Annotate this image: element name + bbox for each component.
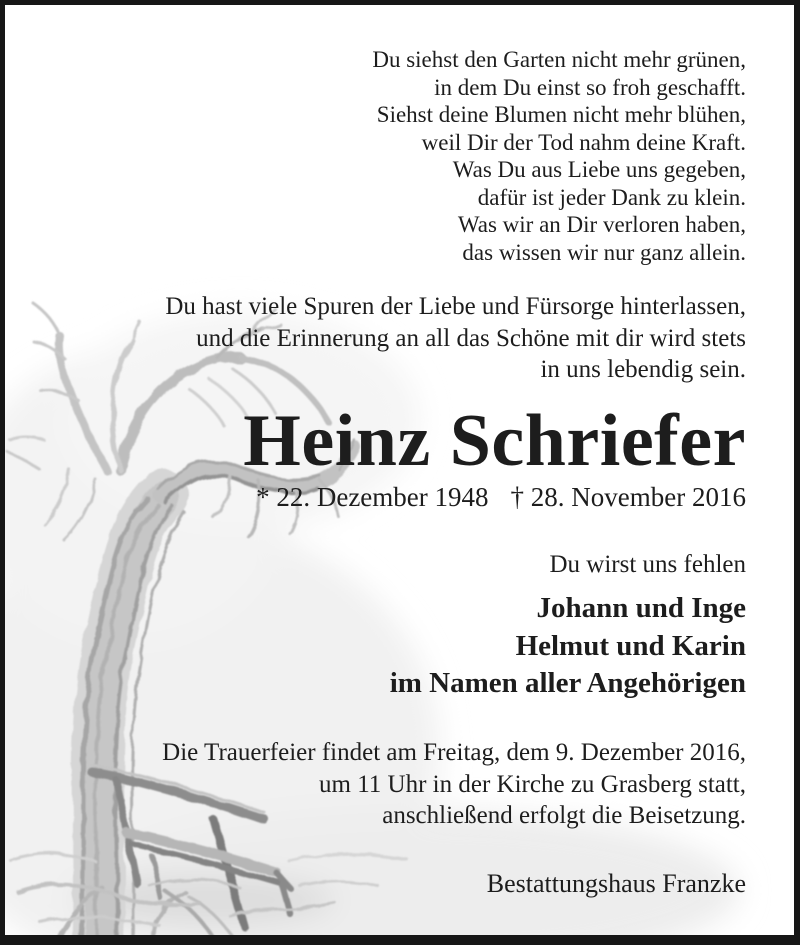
tribute-line: in uns lebendig sein. [540,356,746,383]
tribute-line: und die Erinnerung an all das Schöne mit dir wird stets [196,324,746,352]
poem-line: Siehst deine Blumen nicht mehr blühen, [376,102,746,127]
poem-line: Was wir an Dir verloren haben, [457,212,746,237]
deceased-name: Heinz Schriefer [243,400,746,482]
poem-line: dafür ist jeder Dank zu klein. [477,184,746,210]
poem-line: in dem Du einst so froh geschafft. [434,74,746,100]
poem-line: weil Dir der Tod nahm deine Kraft. [421,129,746,155]
opening-poem [372,46,746,266]
tribute-text [165,291,746,386]
funeral-home: Bestattungshaus Franzke [486,869,746,898]
mourner-line: Helmut und Karin [515,629,746,662]
poem-line: das wissen wir nur ganz allein. [462,239,746,265]
funeral-line: Die Trauerfeier findet am Freitag, dem 9. Dezember 2016, [162,739,746,766]
life-dates [256,482,746,512]
birth-date: * 22. Dezember 1948 [256,482,489,512]
funeral-line: anschließend erfolgt die Beisetzung. [382,802,746,829]
tribute-line: Du hast viele Spuren der Liebe und Fürsorge hinterlassen, [165,293,746,320]
farewell-line: Du wirst uns fehlen [549,551,746,578]
poem-line: Was Du aus Liebe uns gegeben, [452,157,746,182]
mourners [390,590,746,703]
funeral-info [162,737,746,832]
death-date: † 28. November 2016 [510,482,746,512]
poem-line: Du siehst den Garten nicht mehr grünen, [372,47,746,72]
funeral-line: um 11 Uhr in der Kirche zu Grasberg statt, [319,770,746,798]
mourner-line: im Namen aller Angehörigen [389,667,746,699]
mourner-line: Johann und Inge [536,592,746,624]
